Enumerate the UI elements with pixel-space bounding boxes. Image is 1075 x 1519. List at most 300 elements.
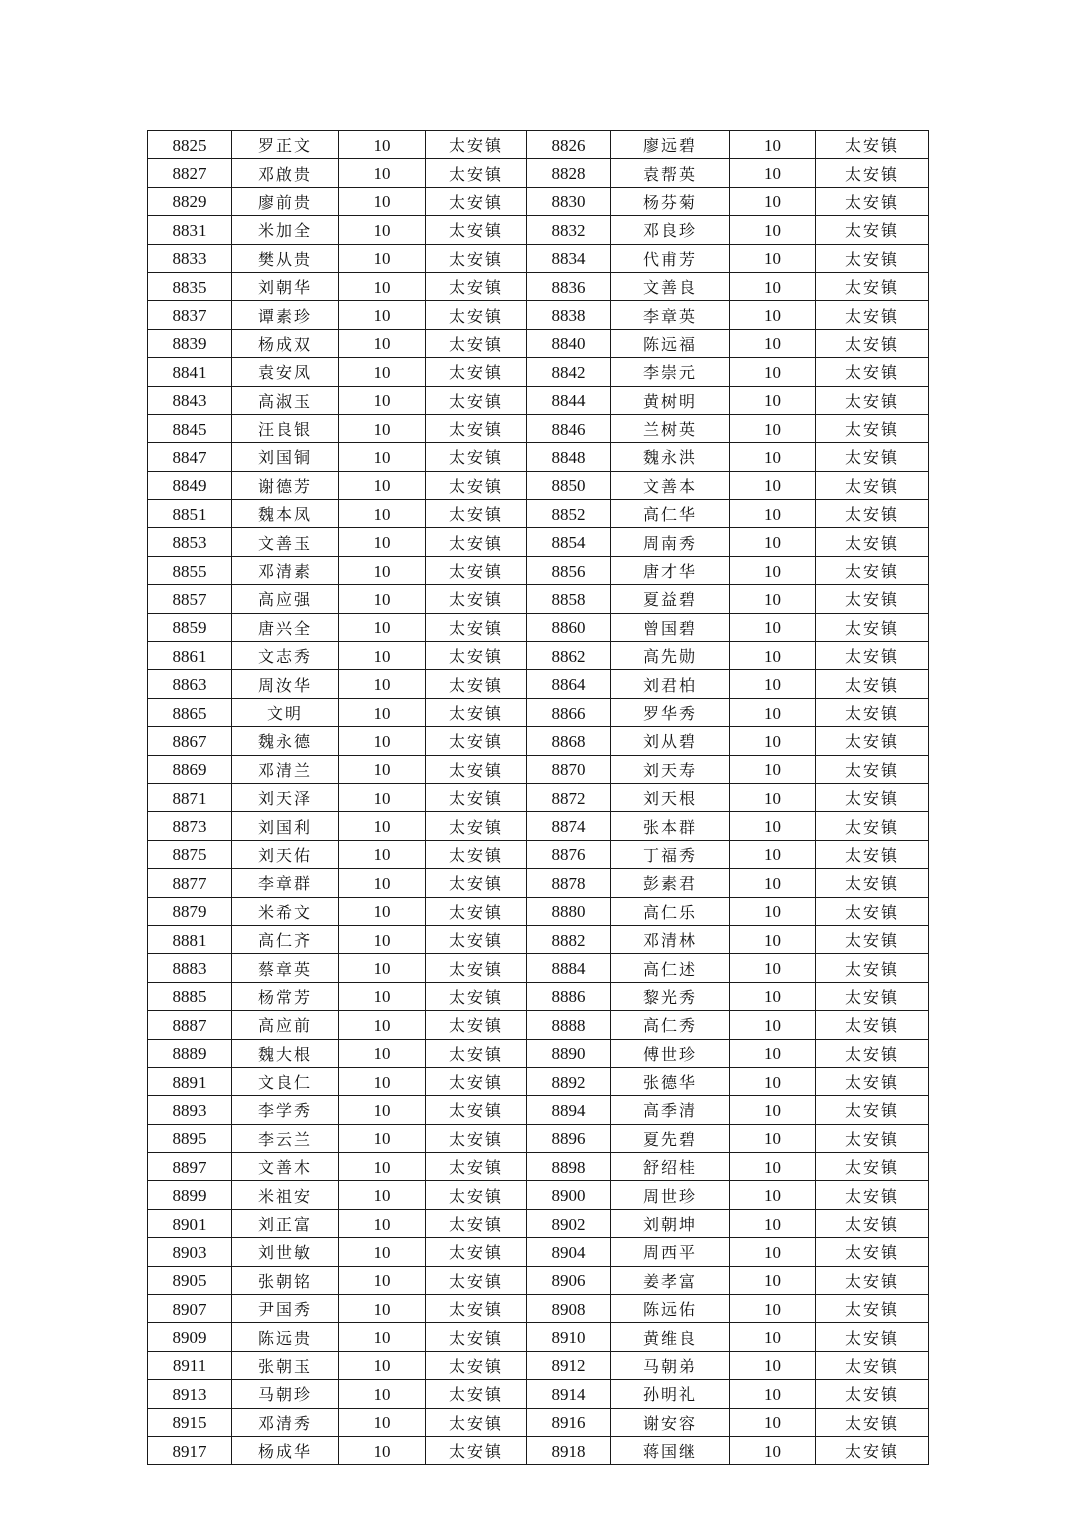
cell-name-left: 米祖安 bbox=[232, 1181, 339, 1209]
cell-id-left: 8897 bbox=[148, 1153, 232, 1181]
cell-id-right: 8854 bbox=[527, 528, 611, 556]
cell-name-left: 高淑玉 bbox=[232, 386, 339, 414]
cell-name-left: 袁安凤 bbox=[232, 358, 339, 386]
cell-town-left: 太安镇 bbox=[426, 1295, 527, 1323]
cell-town-left: 太安镇 bbox=[426, 698, 527, 726]
cell-name-right: 魏永洪 bbox=[611, 443, 730, 471]
cell-town-right: 太安镇 bbox=[816, 1039, 929, 1067]
table-row bbox=[148, 1408, 929, 1436]
cell-town-left: 太安镇 bbox=[426, 358, 527, 386]
cell-amount-right: 10 bbox=[730, 840, 816, 868]
table-row bbox=[148, 471, 929, 499]
cell-amount-right: 10 bbox=[730, 329, 816, 357]
cell-town-left: 太安镇 bbox=[426, 272, 527, 300]
cell-amount-right: 10 bbox=[730, 727, 816, 755]
cell-id-left: 8877 bbox=[148, 869, 232, 897]
cell-amount-right: 10 bbox=[730, 301, 816, 329]
cell-amount-left: 10 bbox=[339, 642, 426, 670]
cell-amount-right: 10 bbox=[730, 443, 816, 471]
table-row bbox=[148, 187, 929, 215]
cell-id-right: 8862 bbox=[527, 642, 611, 670]
cell-town-right: 太安镇 bbox=[816, 642, 929, 670]
cell-amount-left: 10 bbox=[339, 272, 426, 300]
cell-name-right: 刘从碧 bbox=[611, 727, 730, 755]
cell-name-left: 刘天泽 bbox=[232, 783, 339, 811]
cell-amount-left: 10 bbox=[339, 1011, 426, 1039]
cell-id-right: 8900 bbox=[527, 1181, 611, 1209]
cell-amount-left: 10 bbox=[339, 443, 426, 471]
cell-name-right: 文善本 bbox=[611, 471, 730, 499]
cell-town-left: 太安镇 bbox=[426, 670, 527, 698]
table-row bbox=[148, 414, 929, 442]
table-row bbox=[148, 358, 929, 386]
cell-id-left: 8857 bbox=[148, 585, 232, 613]
table-row bbox=[148, 159, 929, 187]
cell-name-left: 杨成双 bbox=[232, 329, 339, 357]
table-row bbox=[148, 670, 929, 698]
cell-name-left: 刘朝华 bbox=[232, 272, 339, 300]
cell-name-right: 黄维良 bbox=[611, 1323, 730, 1351]
cell-name-right: 邓良珍 bbox=[611, 216, 730, 244]
cell-amount-left: 10 bbox=[339, 500, 426, 528]
cell-name-left: 尹国秀 bbox=[232, 1295, 339, 1323]
table-row bbox=[148, 642, 929, 670]
cell-id-left: 8873 bbox=[148, 812, 232, 840]
cell-town-right: 太安镇 bbox=[816, 216, 929, 244]
cell-id-left: 8851 bbox=[148, 500, 232, 528]
cell-town-right: 太安镇 bbox=[816, 1295, 929, 1323]
cell-name-right: 黄树明 bbox=[611, 386, 730, 414]
cell-town-right: 太安镇 bbox=[816, 1181, 929, 1209]
cell-id-right: 8918 bbox=[527, 1436, 611, 1464]
cell-town-right: 太安镇 bbox=[816, 1209, 929, 1237]
cell-id-left: 8859 bbox=[148, 613, 232, 641]
cell-name-left: 汪良银 bbox=[232, 414, 339, 442]
cell-town-left: 太安镇 bbox=[426, 727, 527, 755]
cell-id-right: 8906 bbox=[527, 1266, 611, 1294]
cell-id-right: 8850 bbox=[527, 471, 611, 499]
cell-town-left: 太安镇 bbox=[426, 642, 527, 670]
cell-amount-left: 10 bbox=[339, 698, 426, 726]
cell-id-left: 8909 bbox=[148, 1323, 232, 1351]
cell-town-left: 太安镇 bbox=[426, 131, 527, 159]
cell-name-left: 刘国利 bbox=[232, 812, 339, 840]
cell-name-right: 高季清 bbox=[611, 1096, 730, 1124]
cell-id-left: 8887 bbox=[148, 1011, 232, 1039]
cell-id-right: 8842 bbox=[527, 358, 611, 386]
cell-id-right: 8880 bbox=[527, 897, 611, 925]
cell-amount-right: 10 bbox=[730, 414, 816, 442]
roster-table-body bbox=[148, 131, 929, 1465]
cell-amount-right: 10 bbox=[730, 1039, 816, 1067]
cell-id-right: 8828 bbox=[527, 159, 611, 187]
table-row bbox=[148, 1238, 929, 1266]
cell-town-left: 太安镇 bbox=[426, 840, 527, 868]
cell-town-left: 太安镇 bbox=[426, 1039, 527, 1067]
cell-id-right: 8896 bbox=[527, 1124, 611, 1152]
cell-amount-left: 10 bbox=[339, 556, 426, 584]
cell-amount-left: 10 bbox=[339, 244, 426, 272]
cell-name-right: 廖远碧 bbox=[611, 131, 730, 159]
cell-name-right: 彭素君 bbox=[611, 869, 730, 897]
cell-town-left: 太安镇 bbox=[426, 244, 527, 272]
cell-town-right: 太安镇 bbox=[816, 982, 929, 1010]
cell-id-right: 8878 bbox=[527, 869, 611, 897]
cell-id-right: 8848 bbox=[527, 443, 611, 471]
cell-amount-left: 10 bbox=[339, 840, 426, 868]
cell-id-left: 8891 bbox=[148, 1067, 232, 1095]
cell-name-right: 高仁华 bbox=[611, 500, 730, 528]
cell-town-left: 太安镇 bbox=[426, 329, 527, 357]
cell-id-left: 8847 bbox=[148, 443, 232, 471]
cell-id-left: 8895 bbox=[148, 1124, 232, 1152]
cell-amount-left: 10 bbox=[339, 1181, 426, 1209]
cell-amount-right: 10 bbox=[730, 897, 816, 925]
cell-name-left: 谢德芳 bbox=[232, 471, 339, 499]
cell-town-right: 太安镇 bbox=[816, 585, 929, 613]
cell-amount-right: 10 bbox=[730, 1011, 816, 1039]
cell-id-left: 8871 bbox=[148, 783, 232, 811]
cell-name-right: 刘天寿 bbox=[611, 755, 730, 783]
cell-id-left: 8863 bbox=[148, 670, 232, 698]
cell-town-left: 太安镇 bbox=[426, 783, 527, 811]
cell-name-right: 李章英 bbox=[611, 301, 730, 329]
cell-name-left: 杨成华 bbox=[232, 1436, 339, 1464]
cell-id-left: 8849 bbox=[148, 471, 232, 499]
cell-name-left: 魏大根 bbox=[232, 1039, 339, 1067]
cell-town-left: 太安镇 bbox=[426, 897, 527, 925]
cell-id-left: 8853 bbox=[148, 528, 232, 556]
cell-name-left: 樊从贵 bbox=[232, 244, 339, 272]
cell-name-left: 文善木 bbox=[232, 1153, 339, 1181]
cell-amount-left: 10 bbox=[339, 471, 426, 499]
cell-amount-right: 10 bbox=[730, 386, 816, 414]
table-row bbox=[148, 1436, 929, 1464]
cell-name-right: 唐才华 bbox=[611, 556, 730, 584]
cell-name-left: 高应前 bbox=[232, 1011, 339, 1039]
cell-name-right: 丁福秀 bbox=[611, 840, 730, 868]
cell-name-left: 李章群 bbox=[232, 869, 339, 897]
cell-id-left: 8899 bbox=[148, 1181, 232, 1209]
table-row bbox=[148, 1209, 929, 1237]
table-row bbox=[148, 755, 929, 783]
cell-name-left: 米希文 bbox=[232, 897, 339, 925]
cell-town-left: 太安镇 bbox=[426, 1351, 527, 1379]
cell-town-right: 太安镇 bbox=[816, 329, 929, 357]
table-row bbox=[148, 301, 929, 329]
table-row bbox=[148, 698, 929, 726]
cell-id-right: 8860 bbox=[527, 613, 611, 641]
cell-amount-left: 10 bbox=[339, 1067, 426, 1095]
cell-name-left: 刘国铜 bbox=[232, 443, 339, 471]
cell-town-left: 太安镇 bbox=[426, 386, 527, 414]
cell-amount-left: 10 bbox=[339, 1436, 426, 1464]
cell-name-left: 邓啟贵 bbox=[232, 159, 339, 187]
cell-id-right: 8876 bbox=[527, 840, 611, 868]
cell-id-right: 8864 bbox=[527, 670, 611, 698]
cell-name-left: 刘正富 bbox=[232, 1209, 339, 1237]
cell-id-left: 8843 bbox=[148, 386, 232, 414]
cell-town-right: 太安镇 bbox=[816, 783, 929, 811]
table-row bbox=[148, 982, 929, 1010]
cell-id-left: 8845 bbox=[148, 414, 232, 442]
cell-amount-right: 10 bbox=[730, 1067, 816, 1095]
cell-name-left: 李云兰 bbox=[232, 1124, 339, 1152]
cell-amount-right: 10 bbox=[730, 1238, 816, 1266]
cell-id-left: 8855 bbox=[148, 556, 232, 584]
cell-amount-right: 10 bbox=[730, 585, 816, 613]
cell-town-right: 太安镇 bbox=[816, 1011, 929, 1039]
cell-id-left: 8829 bbox=[148, 187, 232, 215]
cell-town-right: 太安镇 bbox=[816, 301, 929, 329]
cell-name-right: 舒绍桂 bbox=[611, 1153, 730, 1181]
cell-town-right: 太安镇 bbox=[816, 358, 929, 386]
cell-town-right: 太安镇 bbox=[816, 1238, 929, 1266]
cell-amount-right: 10 bbox=[730, 1380, 816, 1408]
cell-amount-left: 10 bbox=[339, 954, 426, 982]
cell-name-left: 高应强 bbox=[232, 585, 339, 613]
cell-name-right: 周南秀 bbox=[611, 528, 730, 556]
cell-amount-right: 10 bbox=[730, 812, 816, 840]
cell-name-left: 刘世敏 bbox=[232, 1238, 339, 1266]
cell-name-right: 周世珍 bbox=[611, 1181, 730, 1209]
cell-amount-left: 10 bbox=[339, 1323, 426, 1351]
cell-town-right: 太安镇 bbox=[816, 670, 929, 698]
cell-amount-left: 10 bbox=[339, 329, 426, 357]
cell-name-right: 夏先碧 bbox=[611, 1124, 730, 1152]
cell-amount-right: 10 bbox=[730, 755, 816, 783]
cell-id-right: 8866 bbox=[527, 698, 611, 726]
table-row bbox=[148, 500, 929, 528]
cell-id-right: 8874 bbox=[527, 812, 611, 840]
table-row bbox=[148, 613, 929, 641]
cell-name-left: 杨常芳 bbox=[232, 982, 339, 1010]
cell-town-right: 太安镇 bbox=[816, 755, 929, 783]
cell-town-right: 太安镇 bbox=[816, 897, 929, 925]
cell-town-right: 太安镇 bbox=[816, 159, 929, 187]
cell-town-right: 太安镇 bbox=[816, 272, 929, 300]
cell-name-right: 黎光秀 bbox=[611, 982, 730, 1010]
cell-id-right: 8838 bbox=[527, 301, 611, 329]
cell-amount-right: 10 bbox=[730, 244, 816, 272]
cell-amount-right: 10 bbox=[730, 471, 816, 499]
cell-id-right: 8894 bbox=[527, 1096, 611, 1124]
cell-town-right: 太安镇 bbox=[816, 1323, 929, 1351]
cell-amount-left: 10 bbox=[339, 1096, 426, 1124]
cell-town-right: 太安镇 bbox=[816, 471, 929, 499]
cell-id-right: 8904 bbox=[527, 1238, 611, 1266]
cell-name-left: 罗正文 bbox=[232, 131, 339, 159]
cell-town-left: 太安镇 bbox=[426, 500, 527, 528]
table-row bbox=[148, 585, 929, 613]
cell-amount-left: 10 bbox=[339, 1039, 426, 1067]
cell-amount-left: 10 bbox=[339, 755, 426, 783]
cell-amount-left: 10 bbox=[339, 897, 426, 925]
cell-town-left: 太安镇 bbox=[426, 869, 527, 897]
cell-name-left: 李学秀 bbox=[232, 1096, 339, 1124]
cell-name-left: 蔡章英 bbox=[232, 954, 339, 982]
cell-id-right: 8826 bbox=[527, 131, 611, 159]
cell-amount-left: 10 bbox=[339, 1295, 426, 1323]
cell-id-left: 8833 bbox=[148, 244, 232, 272]
cell-name-left: 邓清兰 bbox=[232, 755, 339, 783]
table-row bbox=[148, 244, 929, 272]
cell-amount-left: 10 bbox=[339, 783, 426, 811]
cell-id-left: 8917 bbox=[148, 1436, 232, 1464]
cell-amount-left: 10 bbox=[339, 982, 426, 1010]
cell-town-left: 太安镇 bbox=[426, 1380, 527, 1408]
table-row bbox=[148, 556, 929, 584]
cell-id-left: 8903 bbox=[148, 1238, 232, 1266]
cell-name-right: 陈远福 bbox=[611, 329, 730, 357]
cell-amount-left: 10 bbox=[339, 1209, 426, 1237]
cell-town-left: 太安镇 bbox=[426, 301, 527, 329]
cell-id-right: 8846 bbox=[527, 414, 611, 442]
cell-id-left: 8869 bbox=[148, 755, 232, 783]
cell-id-right: 8890 bbox=[527, 1039, 611, 1067]
table-row bbox=[148, 1153, 929, 1181]
cell-name-right: 曾国碧 bbox=[611, 613, 730, 641]
cell-id-right: 8910 bbox=[527, 1323, 611, 1351]
cell-id-right: 8870 bbox=[527, 755, 611, 783]
cell-id-right: 8884 bbox=[527, 954, 611, 982]
cell-town-right: 太安镇 bbox=[816, 812, 929, 840]
cell-amount-left: 10 bbox=[339, 585, 426, 613]
cell-id-right: 8912 bbox=[527, 1351, 611, 1379]
cell-id-left: 8883 bbox=[148, 954, 232, 982]
cell-town-left: 太安镇 bbox=[426, 954, 527, 982]
cell-amount-left: 10 bbox=[339, 1408, 426, 1436]
cell-name-left: 廖前贵 bbox=[232, 187, 339, 215]
cell-id-left: 8827 bbox=[148, 159, 232, 187]
table-row bbox=[148, 272, 929, 300]
cell-id-left: 8841 bbox=[148, 358, 232, 386]
table-row bbox=[148, 1096, 929, 1124]
cell-amount-right: 10 bbox=[730, 1153, 816, 1181]
cell-amount-left: 10 bbox=[339, 869, 426, 897]
table-row bbox=[148, 1124, 929, 1152]
cell-amount-right: 10 bbox=[730, 613, 816, 641]
cell-amount-right: 10 bbox=[730, 216, 816, 244]
cell-town-left: 太安镇 bbox=[426, 1011, 527, 1039]
cell-name-right: 高仁乐 bbox=[611, 897, 730, 925]
cell-amount-right: 10 bbox=[730, 698, 816, 726]
cell-amount-left: 10 bbox=[339, 1380, 426, 1408]
cell-id-right: 8868 bbox=[527, 727, 611, 755]
cell-town-right: 太安镇 bbox=[816, 1266, 929, 1294]
cell-name-right: 高先勋 bbox=[611, 642, 730, 670]
cell-name-left: 文志秀 bbox=[232, 642, 339, 670]
cell-town-right: 太安镇 bbox=[816, 869, 929, 897]
cell-amount-right: 10 bbox=[730, 954, 816, 982]
cell-amount-right: 10 bbox=[730, 1351, 816, 1379]
cell-amount-right: 10 bbox=[730, 783, 816, 811]
cell-name-right: 文善良 bbox=[611, 272, 730, 300]
table-row bbox=[148, 812, 929, 840]
cell-town-right: 太安镇 bbox=[816, 840, 929, 868]
cell-town-left: 太安镇 bbox=[426, 1153, 527, 1181]
cell-town-right: 太安镇 bbox=[816, 131, 929, 159]
cell-town-left: 太安镇 bbox=[426, 1238, 527, 1266]
cell-id-right: 8852 bbox=[527, 500, 611, 528]
table-row bbox=[148, 1181, 929, 1209]
cell-town-left: 太安镇 bbox=[426, 1096, 527, 1124]
cell-id-right: 8844 bbox=[527, 386, 611, 414]
cell-amount-left: 10 bbox=[339, 386, 426, 414]
cell-town-right: 太安镇 bbox=[816, 244, 929, 272]
cell-name-right: 孙明礼 bbox=[611, 1380, 730, 1408]
cell-id-left: 8825 bbox=[148, 131, 232, 159]
cell-amount-right: 10 bbox=[730, 528, 816, 556]
cell-id-right: 8834 bbox=[527, 244, 611, 272]
cell-name-right: 刘朝坤 bbox=[611, 1209, 730, 1237]
cell-id-left: 8893 bbox=[148, 1096, 232, 1124]
cell-amount-left: 10 bbox=[339, 613, 426, 641]
cell-id-right: 8898 bbox=[527, 1153, 611, 1181]
cell-town-left: 太安镇 bbox=[426, 1408, 527, 1436]
cell-name-right: 刘天根 bbox=[611, 783, 730, 811]
table-row bbox=[148, 727, 929, 755]
cell-town-right: 太安镇 bbox=[816, 1351, 929, 1379]
cell-town-left: 太安镇 bbox=[426, 187, 527, 215]
table-row bbox=[148, 1011, 929, 1039]
cell-town-left: 太安镇 bbox=[426, 414, 527, 442]
cell-town-right: 太安镇 bbox=[816, 613, 929, 641]
cell-amount-right: 10 bbox=[730, 556, 816, 584]
cell-amount-right: 10 bbox=[730, 1295, 816, 1323]
cell-town-left: 太安镇 bbox=[426, 216, 527, 244]
cell-town-left: 太安镇 bbox=[426, 812, 527, 840]
cell-name-left: 马朝珍 bbox=[232, 1380, 339, 1408]
table-row bbox=[148, 1266, 929, 1294]
cell-town-right: 太安镇 bbox=[816, 528, 929, 556]
cell-amount-right: 10 bbox=[730, 358, 816, 386]
cell-name-right: 陈远佑 bbox=[611, 1295, 730, 1323]
cell-town-right: 太安镇 bbox=[816, 386, 929, 414]
cell-amount-right: 10 bbox=[730, 869, 816, 897]
table-row bbox=[148, 329, 929, 357]
table-row bbox=[148, 869, 929, 897]
table-row bbox=[148, 1039, 929, 1067]
cell-id-right: 8832 bbox=[527, 216, 611, 244]
cell-town-right: 太安镇 bbox=[816, 443, 929, 471]
cell-name-right: 张本群 bbox=[611, 812, 730, 840]
cell-name-left: 张朝铭 bbox=[232, 1266, 339, 1294]
cell-town-left: 太安镇 bbox=[426, 528, 527, 556]
cell-name-right: 张德华 bbox=[611, 1067, 730, 1095]
cell-name-right: 夏益碧 bbox=[611, 585, 730, 613]
cell-amount-right: 10 bbox=[730, 1209, 816, 1237]
cell-amount-right: 10 bbox=[730, 642, 816, 670]
cell-amount-right: 10 bbox=[730, 1323, 816, 1351]
cell-name-right: 刘君柏 bbox=[611, 670, 730, 698]
cell-id-right: 8908 bbox=[527, 1295, 611, 1323]
table-row bbox=[148, 954, 929, 982]
table-row bbox=[148, 216, 929, 244]
cell-id-left: 8913 bbox=[148, 1380, 232, 1408]
cell-id-right: 8858 bbox=[527, 585, 611, 613]
table-row bbox=[148, 1323, 929, 1351]
cell-amount-right: 10 bbox=[730, 982, 816, 1010]
table-row bbox=[148, 925, 929, 953]
cell-town-right: 太安镇 bbox=[816, 1124, 929, 1152]
cell-amount-left: 10 bbox=[339, 1124, 426, 1152]
cell-amount-left: 10 bbox=[339, 670, 426, 698]
cell-amount-right: 10 bbox=[730, 1266, 816, 1294]
cell-town-right: 太安镇 bbox=[816, 1153, 929, 1181]
cell-id-right: 8892 bbox=[527, 1067, 611, 1095]
cell-town-left: 太安镇 bbox=[426, 471, 527, 499]
